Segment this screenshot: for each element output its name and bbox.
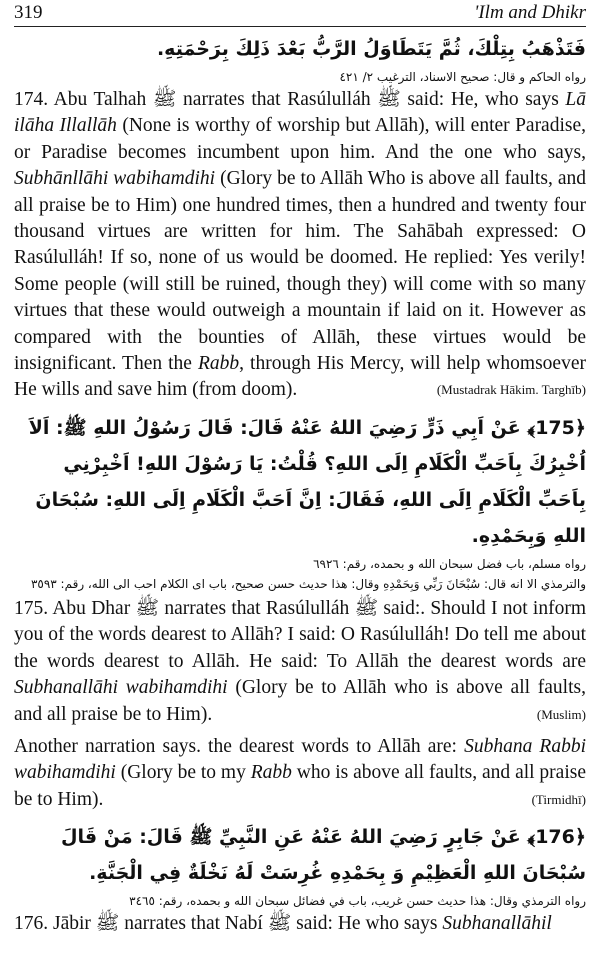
hadith-176-arabic: ﴿176﴾ عَنْ جَابِرٍ رَضِيَ اللهُ عَنْهُ عَنِ النَّبِيِّ ﷺ قَالَ: مَنْ قَالَ سُبْحَانَ اللهِ الْعَظِيْمِ وَ بِحَمْدِهِ غُرِسَتْ لَهُ نَخْلَةٌ فِي الْجَنَّةِ. [61,826,586,885]
hadith-174-body: 174. Abu Talhah ﷺ narrates that Rasúlulláh ﷺ said: He, who says Lā ilāha Illallāh (None is worthy of worship but Allāh), will enter Paradise, or Paradise becomes incumbent upon him. And the one who says, Subhānllāhi wabihamdihi (Glory be to Allāh Who is above all faults, and all praise be to Him) one hundred times, then a hundred and twenty four thousand virtues are written for him. The Sahābah expressed: O Rasúlulláh! If so, none of us would be doomed. He replied: Yes verily! Some people (will still be ruined, though they) will come with so many virtues that these would outweigh a mountain if laid on it. However as compared with the bounties of Allāh, these virtues would be insignificant. Then the Rabb, through His Mercy, will help whomsoever He wills and save him (from doom). [14,89,587,401]
hadith-175-alt-body: Another narration says. the dearest words to Allāh are: Subhana Rabbi wabihamdihi (Glory be to my Rabb who is above all faults, and all praise be to Him). [14,735,586,810]
hadith-175-body: 175. Abu Dhar ﷺ narrates that Rasúlulláh ﷺ said:. Should I not inform you of the words dearest to Allāh? I said: O Rasúlulláh! Do tell me about the words dearest to Allāh. He said: To Allāh the dearest words are Subhanallāhi wabihamdihi (Glory be to Allāh who is above all faults, and all praise be to Him). [14,597,587,725]
hadith-175-alt-translation [14,734,586,813]
hadith-175-translation [14,596,586,728]
arabic-text-closing: فَتَذْهَبُ بِتِلْكَ، ثُمَّ يَتَطَاوَلُ الرَّبُّ بَعْدَ ذَلِكَ بِرَحْمَتِهِ. [156,38,586,60]
hadith-175-arabic: ﴿175﴾ عَنْ اَبِي ذَرٍّ رَضِيَ اللهُ عَنْهُ قَالَ: قَالَ رَسُوْلُ اللهِ ﷺ: اَلاَ اُخْبِرُكَ بِاَحَبِّ الْكَلَامِ اِلَى اللهِ؟ قُلْتُ: يَا رَسُوْلَ اللهِ! اَخْبِرْنِي بِاَحَبِّ الْكَلَامِ اِلَى اللهِ، فَقَالَ: اِنَّ اَحَبَّ الْكَلَامِ اِلَى اللهِ: سُبْحَانَ اللهِ وَبِحَمْدِهِ. [28,416,586,547]
hadith-176-translation [14,911,586,937]
header-rule [14,26,586,27]
arabic-reference: رواه الحاكم و قال: صحيح الاسناد، الترغيب ٢/ ٤٢١ [339,70,586,84]
hadith-176-body: 176. Jābir ﷺ narrates that Nabí ﷺ said: He who says Subhanallāhil [14,913,552,935]
hadith-175-reference-tirmidhi: والترمذي الا انه قال: سُبْحَانَ رَبِّي وَبِحَمْدِهِ وقال: هذا حديث حسن صحيح، باب اى الكلام احب الى الله، رقم: ٣٥٩٣ [30,576,586,591]
hadith-176-reference: رواه الترمذي وقال: هذا حديث حسن غريب، باب في فضائل سبحان الله و بحمده، رقم: ٣٤٦٥ [129,894,586,909]
page-number: 319 [14,2,43,23]
hadith-175-alt-source: (Tirmidhī) [531,791,586,807]
hadith-174-source: (Mustadrak Hākim. Targhīb) [436,382,586,398]
page-header [14,0,586,24]
chapter-title: 'Ilm and Dhikr [474,2,586,23]
hadith-174-translation [14,87,586,404]
hadith-175-source: (Muslim) [536,706,586,722]
hadith-175-reference-muslim: رواه مسلم، باب فضل سبحان الله و بحمده، رقم: ٦٩٢٦ [313,556,586,571]
